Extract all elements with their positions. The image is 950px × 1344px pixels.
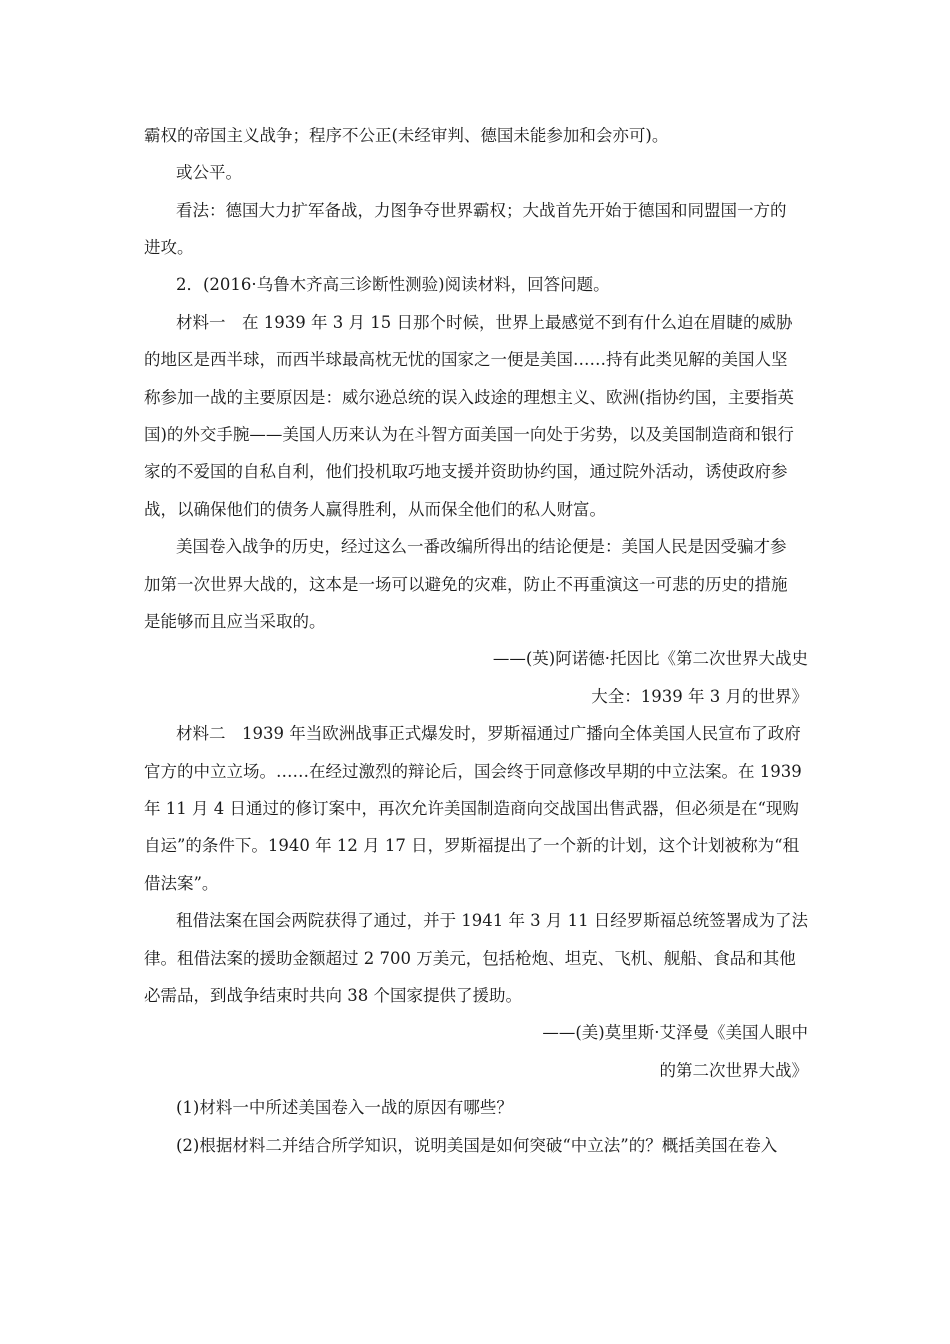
material2-line-8: 必需品，到战争结束时共向 38 个国家提供了援助。 <box>144 986 522 1005</box>
answer-line-2: 或公平。 <box>176 163 242 182</box>
material1-source-1: ——(英)阿诺德·托因比《第二次世界大战史 <box>492 649 808 668</box>
material2-line-1: 材料二 1939 年当欧洲战事正式爆发时，罗斯福通过广播向全体美国人民宣布了政府 <box>176 724 801 743</box>
material1-line-5: 家的不爱国的自私自利，他们投机取巧地支援并资助协约国，通过院外活动，诱使政府参 <box>144 462 788 481</box>
question-1: (1)材料一中所述美国卷入一战的原因有哪些？ <box>176 1098 513 1117</box>
material2-line-2: 官方的中立立场。……在经过激烈的辩论后，国会终于同意修改早期的中立法案。在 1939 <box>144 762 802 781</box>
material1-line-1: 材料一 在 1939 年 3 月 15 日那个时候，世界上最感觉不到有什么迫在眉睫的威胁 <box>176 313 793 332</box>
material1-line-4: 国)的外交手腕——美国人历来认为在斗智方面美国一向处于劣势，以及美国制造商和银行 <box>144 425 794 444</box>
material2-line-7: 律。租借法案的援助金额超过 2 700 万美元，包括枪炮、坦克、飞机、舰船、食品和其他 <box>144 949 796 968</box>
material1-line-8: 加第一次世界大战的，这本是一场可以避免的灾难，防止不再重演这一可悲的历史的措施 <box>144 575 788 594</box>
material1-line-9: 是能够而且应当采取的。 <box>144 612 326 631</box>
answer-line-3: 看法：德国大力扩军备战，力图争夺世界霸权；大战首先开始于德国和同盟国一方的 <box>176 201 787 220</box>
material1-line-2: 的地区是西半球，而西半球最高枕无忧的国家之一便是美国……持有此类见解的美国人坚 <box>144 350 788 369</box>
question-2: (2)根据材料二并结合所学知识，说明美国是如何突破“中立法”的？概括美国在卷入 <box>176 1136 778 1155</box>
material2-source-2: 的第二次世界大战》 <box>659 1061 808 1080</box>
answer-line-4: 进攻。 <box>144 238 194 257</box>
material1-line-7: 美国卷入战争的历史，经过这么一番改编所得出的结论便是：美国人民是因受骗才参 <box>176 537 787 556</box>
material1-line-3: 称参加一战的主要原因是：威尔逊总统的误入歧途的理想主义、欧洲(指协约国，主要指英 <box>144 388 794 407</box>
material2-source-1: ——(美)莫里斯·艾泽曼《美国人眼中 <box>542 1023 808 1042</box>
material2-line-3: 年 11 月 4 日通过的修订案中，再次允许美国制造商向交战国出售武器，但必须是在“现购 <box>144 799 799 818</box>
question-header: 2．(2016·乌鲁木齐高三诊断性测验)阅读材料，回答问题。 <box>176 275 610 294</box>
answer-line-1: 霸权的帝国主义战争；程序不公正(未经审判、德国未能参加和会亦可)。 <box>144 126 669 145</box>
material2-line-4: 自运”的条件下。1940 年 12 月 17 日，罗斯福提出了一个新的计划，这个计划被称为“租 <box>144 836 800 855</box>
material2-line-6: 租借法案在国会两院获得了通过，并于 1941 年 3 月 11 日经罗斯福总统签署成为了法 <box>176 911 808 930</box>
material1-source-2: 大全：1939 年 3 月的世界》 <box>591 687 808 706</box>
material2-line-5: 借法案”。 <box>144 874 219 893</box>
material1-line-6: 战，以确保他们的债务人赢得胜利，从而保全他们的私人财富。 <box>144 500 606 519</box>
